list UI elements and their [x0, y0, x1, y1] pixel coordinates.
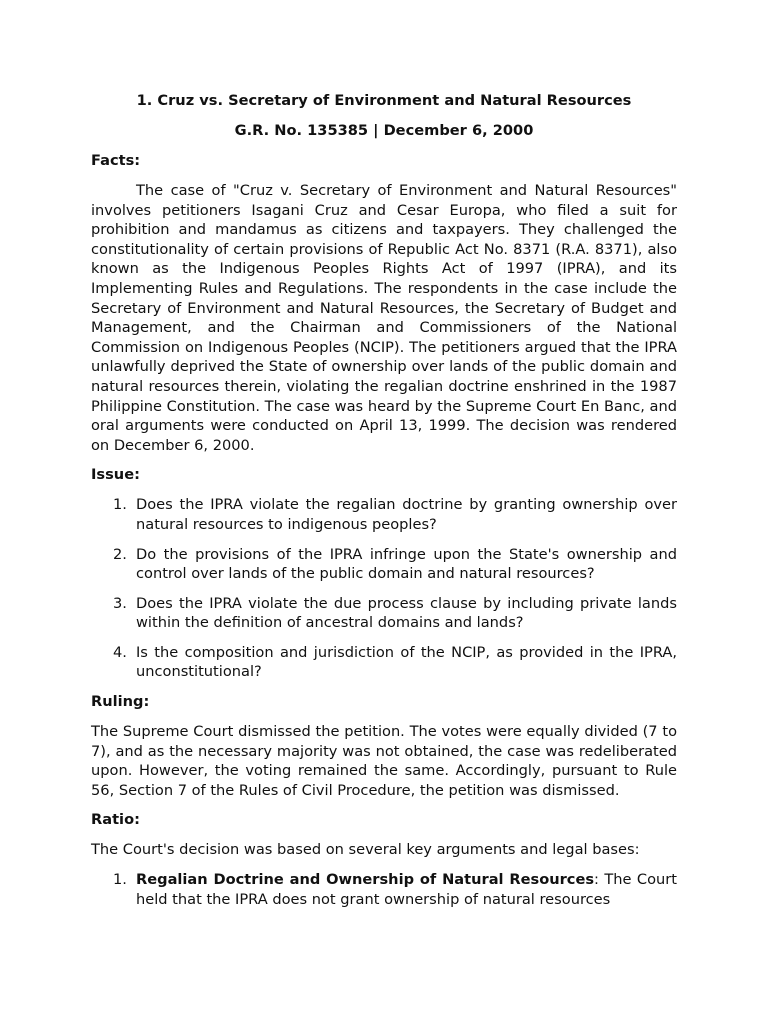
document-body: [91, 91, 677, 909]
list-item: [91, 545, 677, 584]
list-number: 2.: [113, 545, 127, 563]
list-number: 1.: [113, 871, 127, 889]
list-number: 3.: [113, 594, 127, 612]
list-text: : The Court held that the IPRA does not grant ownership of natural resources: [136, 871, 677, 908]
case-title: 1. Cruz vs. Secretary of Environment and Natural Resources: [136, 92, 632, 109]
list-number: 4.: [113, 643, 127, 661]
ratio-item-lead: Regalian Doctrine and Ownership of Natural Resources: [136, 871, 595, 889]
list-item: [91, 594, 677, 633]
issue-list: [91, 495, 677, 682]
issue-heading: Issue:: [91, 466, 140, 484]
list-item: [91, 495, 677, 534]
ratio-intro: The Court's decision was based on several key arguments and legal bases:: [91, 841, 640, 859]
ratio-heading: Ratio:: [91, 811, 140, 829]
list-text: Do the provisions of the IPRA infringe upon the State's ownership and control over lands of the public domain and natural resources?: [136, 545, 677, 583]
ratio-list: [91, 870, 677, 909]
list-item: [91, 643, 677, 682]
facts-heading: Facts:: [91, 152, 141, 169]
ruling-paragraph: The Supreme Court dismissed the petition. The votes were equally divided (7 to 7), and as the necessary majority was not obtained, the case was redeliberated upon. However, the voting remained the same. Accordingly, pursuant to Rule 56, Section 7 of the Rules of Civil Procedure, the petition was dismissed.: [91, 723, 677, 799]
list-text: Does the IPRA violate the due process clause by including private lands within the definition of ancestral domains and lands?: [136, 594, 677, 632]
list-number: 1.: [113, 496, 127, 514]
ruling-heading: Ruling:: [91, 693, 150, 711]
list-text: Is the composition and jurisdiction of the NCIP, as provided in the IPRA, unconstitutional?: [136, 643, 677, 681]
list-item: [91, 870, 677, 909]
list-text: Does the IPRA violate the regalian doctrine by granting ownership over natural resources to indigenous peoples?: [136, 496, 677, 533]
facts-paragraph: The case of "Cruz v. Secretary of Environment and Natural Resources" involves petitioners Isagani Cruz and Cesar Europa, who filed a suit for prohibition and mandamus as citizens and taxpayers. They challenged the constitutionality of certain provisions of Republic Act No. 8371 (R.A. 8371), also known as the Indigenous Peoples Rights Act of 1997 (IPRA), and its Implementing Rules and Regulations. The respondents in the case include the Secretary of Environment and Natural Resources, the Secretary of Budget and Management, and the Chairman and Commissioners of the National Commission on Indigenous Peoples (NCIP). The petitioners argued that the IPRA unlawfully deprived the State of ownership over lands of the public domain and natural resources therein, violating the regalian doctrine enshrined in the 1987 Philippine Constitution. The case was heard by the Supreme Court En Banc, and oral arguments were conducted on April 13, 1999. The decision was rendered on December 6, 2000.: [91, 182, 677, 454]
case-citation: G.R. No. 135385 | December 6, 2000: [234, 122, 534, 139]
